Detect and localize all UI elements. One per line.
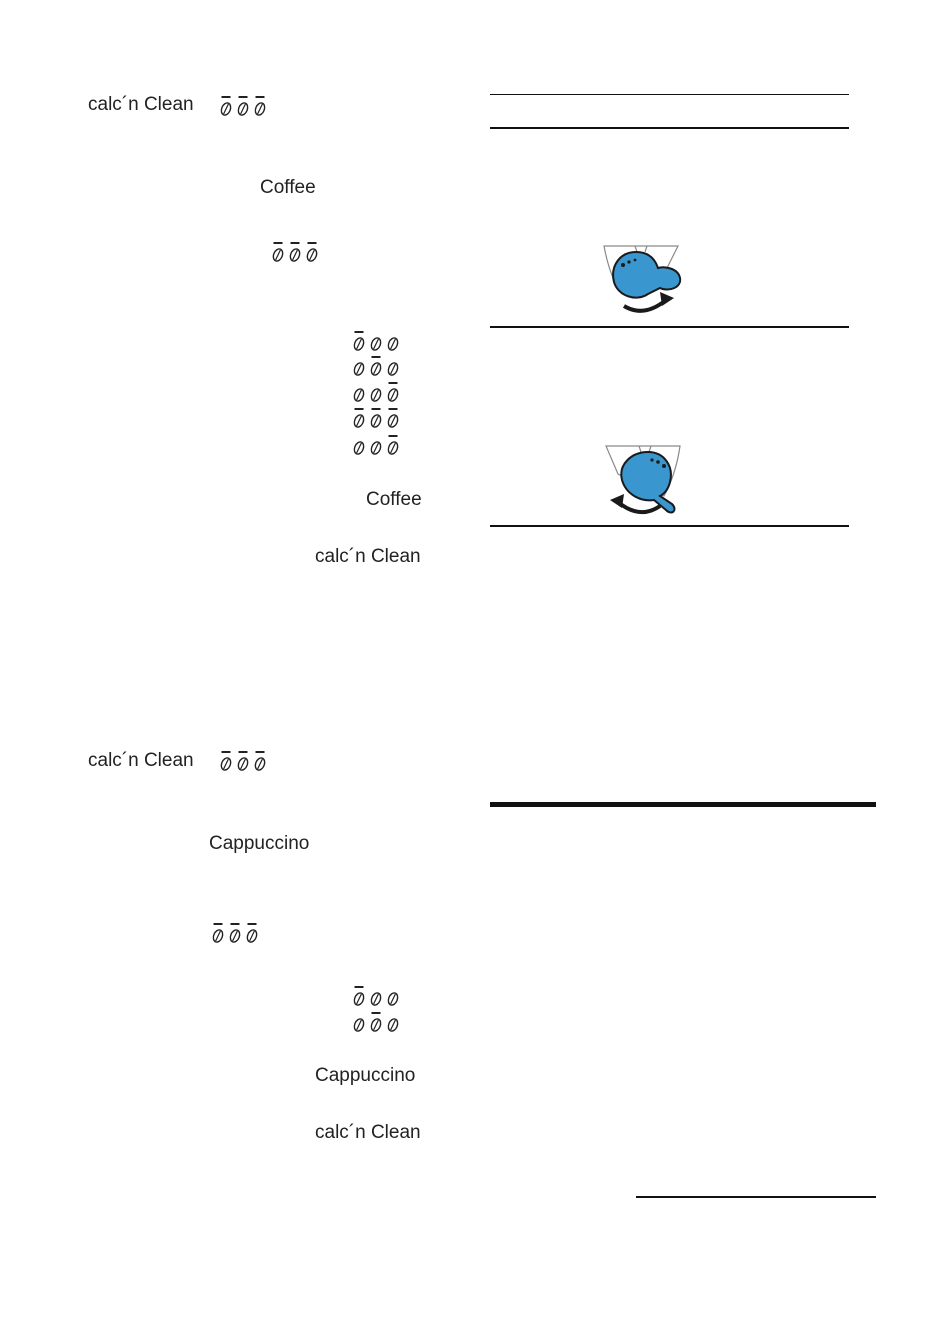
bean-selected-bar [231,923,240,925]
coffee-bean-icon [220,751,233,771]
section-b-product-bean-icons [211,922,259,944]
section-a-confirm-label: Coffee [366,489,422,510]
bean-selected-bar [214,923,223,925]
bean-selected-bar [222,751,231,753]
coffee-bean-icon [387,408,400,428]
coffee-bean-icon [220,96,233,116]
bean-selected-bar [274,242,283,244]
bean-selected-bar [355,408,364,410]
coffee-bean-icon [353,986,366,1006]
coffee-bean-icon [254,96,267,116]
coffee-bean-icon [229,923,242,943]
section-a-product-label: Coffee [260,177,316,198]
section-b-end-label: calc´n Clean [315,1122,421,1143]
section-a-header-bean-icons [219,95,267,117]
table-header-rule [490,127,849,129]
coffee-bean-icon [370,1012,383,1032]
coffee-bean-icon [370,408,383,428]
coffee-bean-icon [353,441,366,456]
coffee-bean-icon [387,1018,400,1033]
section-b-strength-option-1-icon [352,985,400,1007]
coffee-bean-icon [370,356,383,376]
coffee-bean-icon [387,435,400,455]
coffee-bean-icon [212,923,225,943]
section-heading-rule [490,802,876,807]
bean-selected-bar [372,408,381,410]
coffee-bean-icon [353,1018,366,1033]
bean-selected-bar [308,242,317,244]
coffee-bean-icon [353,331,366,351]
rotary-knob-turn-clockwise-icon [596,244,688,322]
bean-selected-bar [256,751,265,753]
bean-selected-bar [248,923,257,925]
coffee-bean-icon [237,751,250,771]
coffee-bean-icon [370,992,383,1007]
table-top-rule [490,94,849,95]
bean-selected-bar [389,382,398,384]
coffee-bean-icon [387,992,400,1007]
section-a-product-bean-icons [271,241,319,263]
coffee-bean-icon [272,242,285,262]
section-a-strength-option-2-icon [352,355,400,377]
bean-selected-bar [355,331,364,333]
coffee-bean-icon [387,382,400,402]
coffee-bean-icon [246,923,259,943]
bean-selected-bar [291,242,300,244]
coffee-bean-icon [353,362,366,377]
bean-selected-bar [372,1012,381,1014]
section-b-strength-option-2-icon [352,1011,400,1033]
coffee-bean-icon [289,242,302,262]
knob-body [621,452,674,512]
section-a-strength-option-5-icon [352,434,400,456]
section-a-strength-option-1-icon [352,330,400,352]
coffee-bean-icon [353,408,366,428]
bean-selected-bar [239,96,248,98]
bean-selected-bar [256,96,265,98]
coffee-bean-icon [237,96,250,116]
bean-selected-bar [222,96,231,98]
section-a-end-label: calc´n Clean [315,546,421,567]
coffee-bean-icon [370,337,383,352]
table-row-divider [490,326,849,328]
section-b-product-label: Cappuccino [209,833,310,854]
coffee-bean-icon [353,388,366,403]
coffee-bean-icon [370,388,383,403]
bean-selected-bar [389,408,398,410]
section-b-header-bean-icons [219,750,267,772]
coffee-bean-icon [370,441,383,456]
bean-selected-bar [372,356,381,358]
coffee-bean-icon [254,751,267,771]
section-a-header-label: calc´n Clean [88,94,194,115]
footer-rule [636,1196,876,1198]
section-a-strength-option-4-icon [352,407,400,429]
bean-selected-bar [389,435,398,437]
section-a-strength-option-3-icon [352,381,400,403]
bean-selected-bar [239,751,248,753]
bean-selected-bar [355,986,364,988]
coffee-bean-icon [306,242,319,262]
table-bottom-rule [490,525,849,527]
section-b-confirm-label: Cappuccino [315,1065,416,1086]
rotary-knob-turn-counterclockwise-icon [598,444,690,522]
coffee-bean-icon [387,362,400,377]
coffee-bean-icon [387,337,400,352]
section-b-header-label: calc´n Clean [88,750,194,771]
